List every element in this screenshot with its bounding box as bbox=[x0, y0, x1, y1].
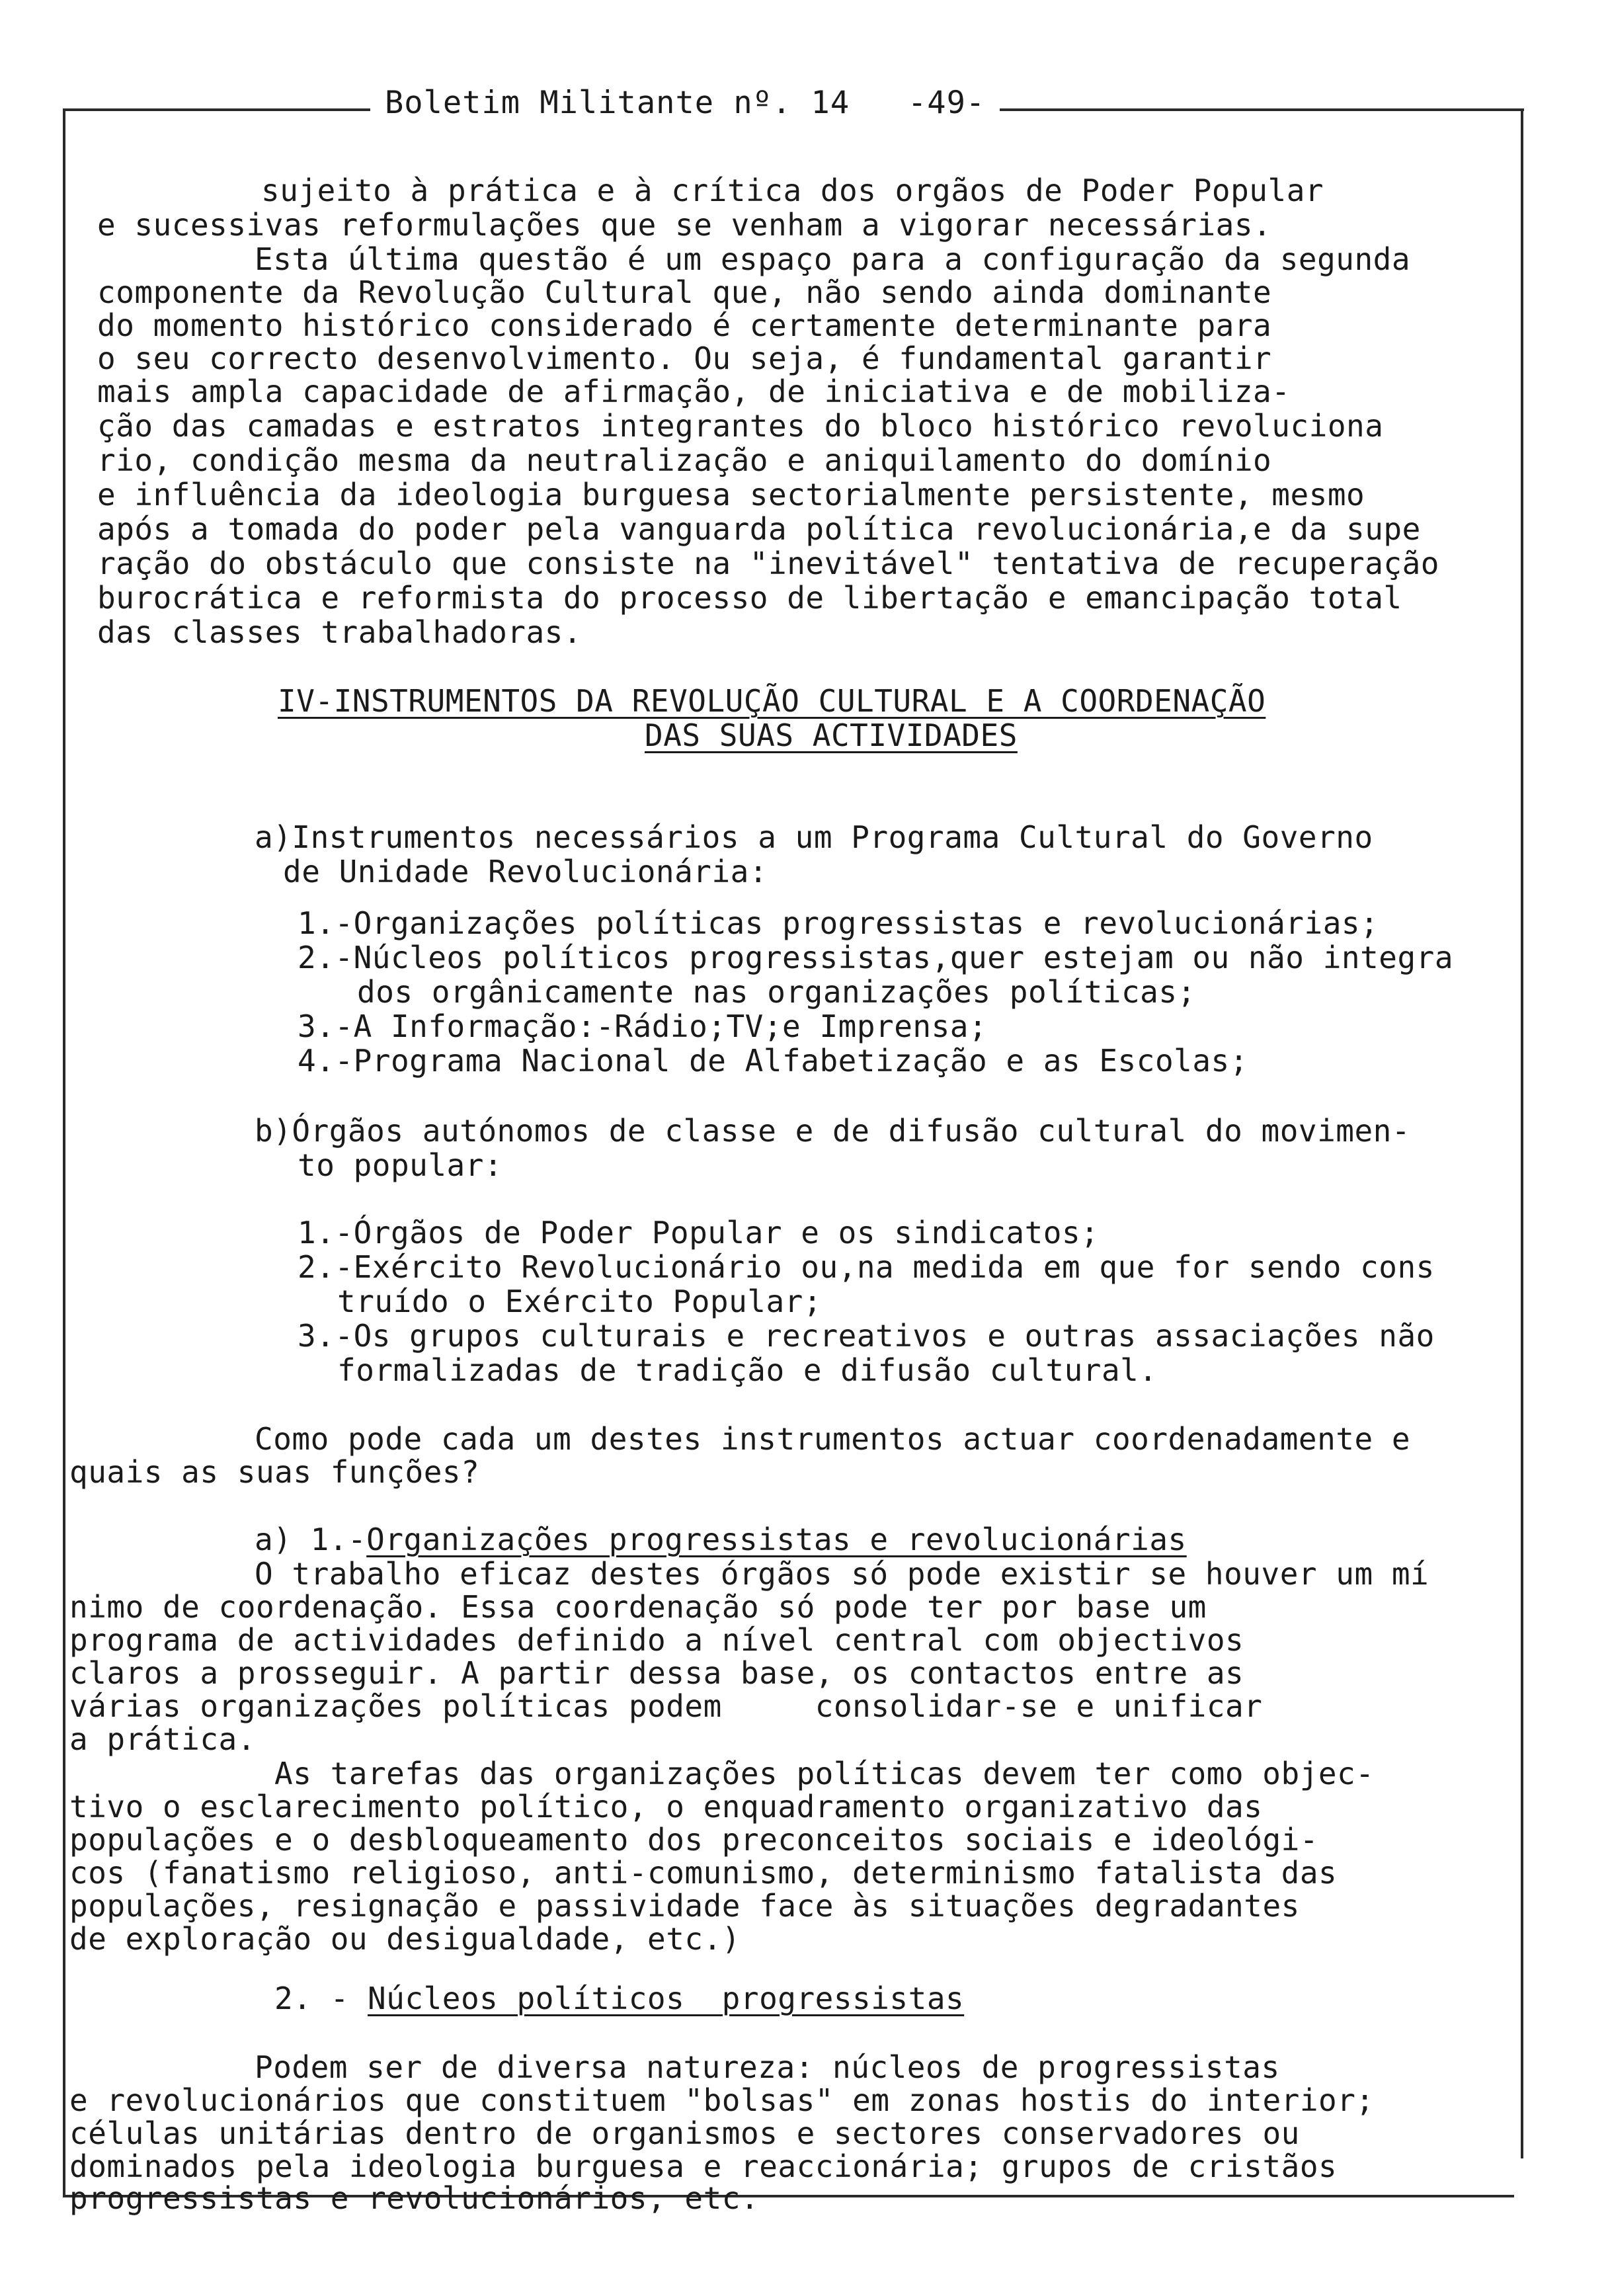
text-line: cos (fanatismo religioso, anti-comunismo, determinismo fatalista das bbox=[69, 1855, 1338, 1891]
text-line: populações e o desbloqueamento dos preconceitos sociais e ideológi- bbox=[69, 1822, 1319, 1858]
bulletin-title: Boletim Militante nº. 14 bbox=[385, 85, 850, 121]
text-line: e sucessivas reformulações que se venham a vigorar necessárias. bbox=[97, 207, 1272, 243]
text-line: programa de actividades definido a nível central com objectivos bbox=[69, 1622, 1244, 1658]
text-line: componente da Revolução Cultural que, não sendo ainda dominante bbox=[97, 274, 1272, 310]
list-item: 3.-Os grupos culturais e recreativos e outras assaciações não bbox=[298, 1318, 1435, 1354]
subsection-title: Núcleos políticos progressistas bbox=[367, 1981, 965, 2016]
text-line: Podem ser de diversa natureza: núcleos de progressistas bbox=[255, 2049, 1280, 2085]
text-line: e influência da ideologia burguesa sectorialmente persistente, mesmo bbox=[97, 477, 1365, 512]
text-line: de exploração ou desigualdade, etc.) bbox=[69, 1921, 741, 1957]
list-item: 2.-Exército Revolucionário ou,na medida em que for sendo cons bbox=[298, 1249, 1435, 1285]
list-item: 3.-A Informação:-Rádio;TV;e Imprensa; bbox=[298, 1008, 988, 1044]
text-line: células unitárias dentro de organismos e sectores conservadores ou bbox=[69, 2115, 1300, 2151]
text-line: quais as suas funções? bbox=[69, 1454, 480, 1490]
text-line: tivo o esclarecimento político, o enquadramento organizativo das bbox=[69, 1789, 1263, 1824]
frame-left-rule bbox=[63, 108, 65, 2195]
list-item: formalizadas de tradição e difusão cultural. bbox=[337, 1352, 1158, 1388]
text-line: após a tomada do poder pela vanguarda política revolucionária,e da supe bbox=[97, 511, 1421, 547]
list-item: 4.-Programa Nacional de Alfabetização e as Escolas; bbox=[298, 1043, 1248, 1079]
list-intro: to popular: bbox=[298, 1147, 503, 1183]
text-line: o seu correcto desenvolvimento. Ou seja, é fundamental garantir bbox=[97, 341, 1272, 376]
text-line: claros a prosseguir. A partir dessa base, os contactos entre as bbox=[69, 1655, 1244, 1691]
text-line: das classes trabalhadoras. bbox=[97, 614, 583, 650]
text-line: sujeito à prática e à crítica dos orgãos de Poder Popular bbox=[261, 173, 1324, 208]
text-line: progressistas e revolucionários, etc. bbox=[69, 2180, 760, 2216]
subsection-number: 2. - bbox=[274, 1981, 368, 2016]
section-heading: IV-INSTRUMENTOS DA REVOLUÇÃO CULTURAL E A COORDENAÇÃO bbox=[278, 683, 1266, 719]
text-line: populações, resignação e passividade face às situações degradantes bbox=[69, 1888, 1300, 1924]
list-intro: a)Instrumentos necessários a um Programa Cultural do Governo bbox=[255, 819, 1373, 855]
text-line: várias organizações políticas podem consolidar-se e unificar bbox=[69, 1688, 1263, 1724]
subsection-heading bbox=[274, 1981, 964, 2016]
text-line: rio, condição mesma da neutralização e aniquilamento do domínio bbox=[97, 442, 1272, 478]
text-line: dominados pela ideologia burguesa e reaccionária; grupos de cristãos bbox=[69, 2149, 1338, 2184]
text-line: nimo de coordenação. Essa coordenação só pode ter por base um bbox=[69, 1589, 1207, 1625]
text-line: ração do obstáculo que consiste na "inevitável" tentativa de recuperação bbox=[97, 546, 1439, 581]
subsection-heading bbox=[255, 1522, 1187, 1557]
list-intro: b)Órgãos autónomos de classe e de difusão cultural do movimen- bbox=[255, 1113, 1411, 1149]
text-line: O trabalho eficaz destes órgãos só pode existir se houver um mí bbox=[255, 1556, 1429, 1592]
page-header bbox=[370, 85, 1000, 121]
list-item: dos orgânicamente nas organizações políticas; bbox=[357, 974, 1196, 1010]
list-intro: de Unidade Revolucionária: bbox=[283, 854, 768, 889]
text-line: burocrática e reformista do processo de libertação e emancipação total bbox=[97, 580, 1402, 616]
list-item: 2.-Núcleos políticos progressistas,quer estejam ou não integra bbox=[298, 940, 1454, 975]
section-heading: DAS SUAS ACTIVIDADES bbox=[645, 718, 1018, 753]
list-item: 1.-Órgãos de Poder Popular e os sindicatos; bbox=[298, 1215, 1100, 1250]
subsection-title: Organizações progressistas e revolucionárias bbox=[366, 1522, 1187, 1557]
text-line: a prática. bbox=[69, 1721, 256, 1757]
text-line: mais ampla capacidade de afirmação, de iniciativa e de mobiliza- bbox=[97, 374, 1291, 409]
frame-right-rule bbox=[1521, 108, 1523, 2158]
text-line: As tarefas das organizações políticas devem ter como objec- bbox=[274, 1756, 1375, 1791]
text-line: e revolucionários que constituem "bolsas" em zonas hostis do interior; bbox=[69, 2082, 1375, 2118]
subsection-number: a) 1.- bbox=[255, 1522, 367, 1557]
list-item: 1.-Organizações políticas progressistas e revolucionárias; bbox=[298, 905, 1379, 941]
text-line: ção das camadas e estratos integrantes do bloco histórico revoluciona bbox=[97, 408, 1384, 444]
page-number: -49- bbox=[908, 85, 986, 121]
list-item: truído o Exército Popular; bbox=[337, 1284, 823, 1319]
text-line: do momento histórico considerado é certamente determinante para bbox=[97, 308, 1272, 343]
text-line: Esta última questão é um espaço para a configuração da segunda bbox=[255, 241, 1411, 277]
text-line: Como pode cada um destes instrumentos actuar coordenadamente e bbox=[255, 1421, 1411, 1457]
